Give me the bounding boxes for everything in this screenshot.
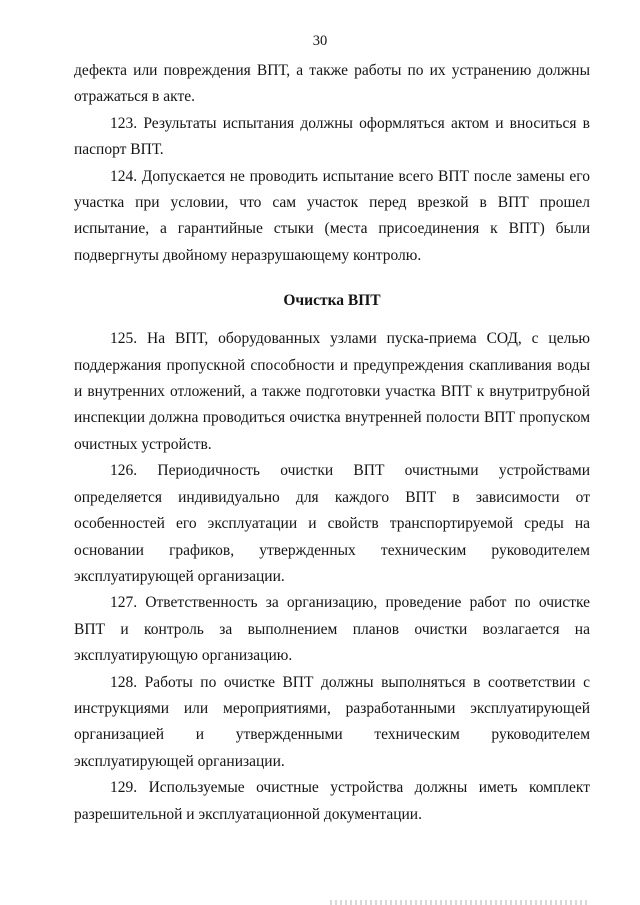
scan-edge-artifact: [330, 900, 590, 905]
document-body: [74, 58, 590, 828]
paragraph-127: 127. Ответственность за организацию, проведение работ по очистке ВПТ и контроль за выполнением планов очистки возлагается на эксплуатирующую организацию.: [74, 594, 590, 665]
paragraph-125: 125. На ВПТ, оборудованных узлами пуска-приема СОД, с целью поддержания пропускной способности и предупреждения скапливания воды и внутренних отложений, а также подготовки участка ВПТ к внутритрубной инспекции должна проводиться очистка внутренней полости ВПТ пропуском очистных устройств.: [74, 330, 590, 453]
paragraph-128: 128. Работы по очистке ВПТ должны выполняться в соответствии с инструкциями или мероприятиями, разработанными эксплуатирующей организацией и утвержденными техническим руководителем эксплуатирующей организации.: [74, 673, 590, 770]
paragraph-123: 123. Результаты испытания должны оформляться актом и вноситься в паспорт ВПТ.: [74, 114, 590, 159]
paragraph-126: 126. Периодичность очистки ВПТ очистными устройствами определяется индивидуально для каждого ВПТ в зависимости от особенностей его эксплуатации и свойств транспортируемой среды на основании графиков, утвержденных техническим руководителем эксплуатирующей организации.: [74, 462, 590, 585]
paragraph-continuation: дефекта или повреждения ВПТ, а также работы по их устранению должны отражаться в акте.: [74, 62, 590, 106]
section-heading: Очистка ВПТ: [283, 292, 381, 310]
page-number: 30: [312, 33, 328, 49]
paragraph-129: 129. Используемые очистные устройства должны иметь комплект разрешительной и эксплуатационной документации.: [74, 779, 590, 823]
paragraph-124: 124. Допускается не проводить испытание всего ВПТ после замены его участка при условии, что сам участок перед врезкой в ВПТ прошел испытание, а гарантийные стыки (места присоединения к ВПТ) были подвергнуты двойному неразрушающему контролю.: [74, 167, 590, 264]
